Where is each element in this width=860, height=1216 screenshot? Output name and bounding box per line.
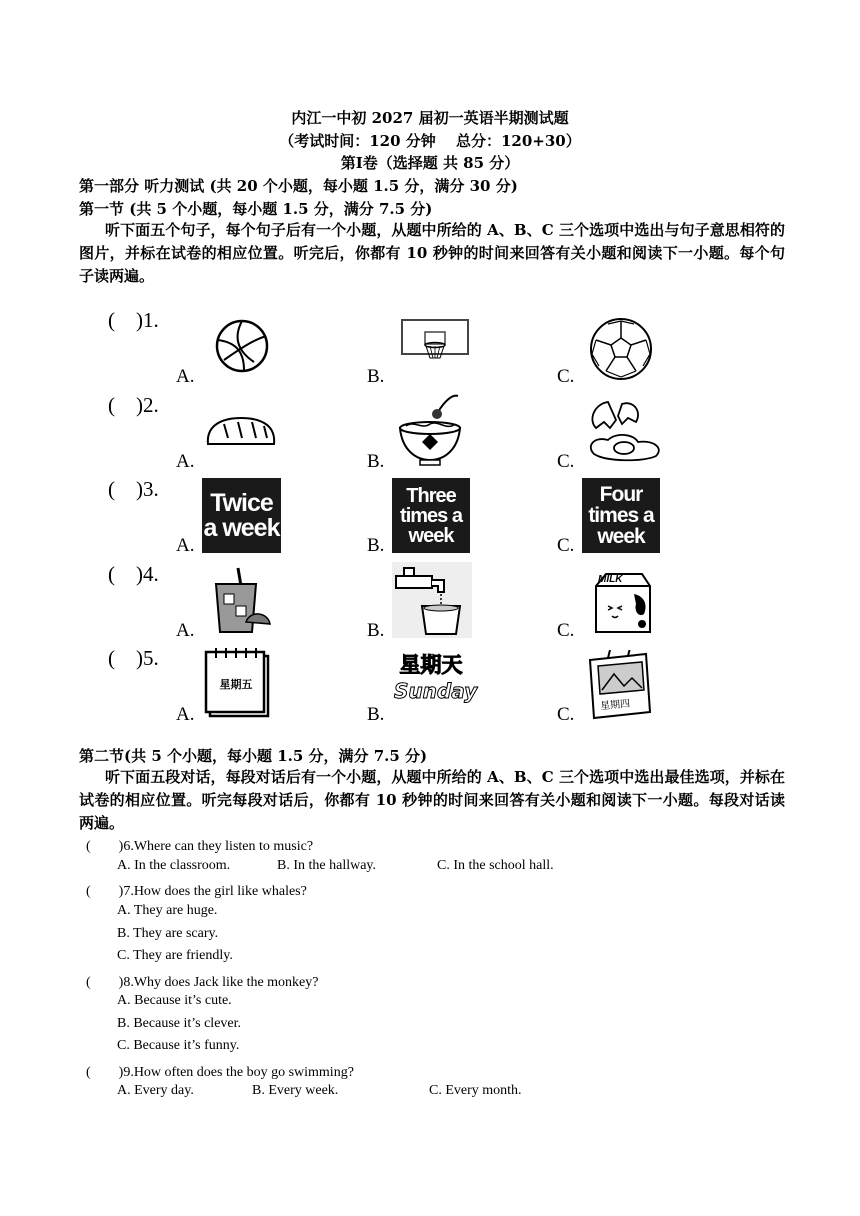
q4-option-a[interactable]: A. xyxy=(176,620,195,641)
calendar-friday-icon xyxy=(204,646,274,720)
question-1-number: ( )1. xyxy=(108,308,159,332)
q4-option-b[interactable]: B. xyxy=(367,620,385,641)
q2-option-b[interactable]: B. xyxy=(367,451,385,472)
part1-heading: 第一部分 听力测试 (共 20 个小题，每小题 1.5 分，满分 30 分) xyxy=(79,177,518,195)
question-5-number: ( )5. xyxy=(108,646,159,670)
soccer-ball-icon xyxy=(588,316,654,382)
q6-option-c[interactable]: C. In the school hall. xyxy=(437,858,554,873)
three-times-a-week-image: Three times a week xyxy=(392,478,470,553)
exam-title: 内江一中初 2027 届初一英语半期测试题 xyxy=(291,109,569,127)
q9-option-a[interactable]: A. Every day. xyxy=(117,1083,194,1098)
q3-option-a[interactable]: A. xyxy=(176,535,195,556)
thursday-label: 星期四 xyxy=(599,698,631,713)
q5-option-b[interactable]: B. xyxy=(367,704,385,725)
basketball-hoop-icon xyxy=(400,318,470,362)
volleyball-icon xyxy=(214,318,270,374)
bread-icon xyxy=(204,414,278,448)
q6-option-a[interactable]: A. In the classroom. xyxy=(117,858,231,873)
q1-option-a[interactable]: A. xyxy=(176,366,195,387)
q2-option-c[interactable]: C. xyxy=(557,451,575,472)
volume-heading: 第Ⅰ卷（选择题 共 85 分） xyxy=(340,154,520,172)
q4-option-c[interactable]: C. xyxy=(557,620,575,641)
q9-option-c[interactable]: C. Every month. xyxy=(429,1083,522,1098)
question-7-stem: ( )7.How does the girl like whales? xyxy=(86,884,307,899)
q1-option-c[interactable]: C. xyxy=(557,366,575,387)
q7-option-b[interactable]: B. They are scary. xyxy=(117,926,219,941)
q8-option-b[interactable]: B. Because it’s clever. xyxy=(117,1016,242,1031)
q3-option-c[interactable]: C. xyxy=(557,535,575,556)
question-4-number: ( )4. xyxy=(108,562,159,586)
section2-instructions: 听下面五段对话，每段对话后有一个小题，从题中所给的 A、B、C 三个选项中选出最佳选项，并标在试卷的相应位置。听完每段对话后，你都有 10 秒钟的时间来回答有关小题和阅读下一小题。每段对话读两遍。 xyxy=(79,768,785,832)
calendar-thursday-icon xyxy=(584,650,656,722)
question-9-stem: ( )9.How often does the boy go swimming? xyxy=(86,1065,354,1080)
section2-heading: 第二节(共 5 个小题，每小题 1.5 分，满分 7.5 分) xyxy=(79,747,428,765)
q8-option-a[interactable]: A. Because it’s cute. xyxy=(117,993,232,1008)
cracked-egg-icon xyxy=(582,398,668,464)
q5-option-c[interactable]: C. xyxy=(557,704,575,725)
question-6-stem: ( )6.Where can they listen to music? xyxy=(86,839,314,854)
section1-heading: 第一节 (共 5 个小题，每小题 1.5 分，满分 7.5 分) xyxy=(79,200,433,218)
tap-water-icon xyxy=(392,562,472,638)
four-times-a-week-image: Four times a week xyxy=(582,478,660,553)
q9-option-b[interactable]: B. Every week. xyxy=(252,1083,339,1098)
noodle-bowl-icon xyxy=(394,392,466,468)
q7-option-a[interactable]: A. They are huge. xyxy=(117,903,218,918)
q3-option-b[interactable]: B. xyxy=(367,535,385,556)
milk-label: MILK xyxy=(598,574,623,585)
sunday-word-icon xyxy=(394,652,478,716)
sunday-en-label: Sunday xyxy=(394,679,478,703)
q1-option-b[interactable]: B. xyxy=(367,366,385,387)
milk-carton-icon xyxy=(592,570,654,636)
twice-a-week-image: Twice a week xyxy=(202,478,281,553)
friday-label: 星期五 xyxy=(219,678,253,691)
question-8-stem: ( )8.Why does Jack like the monkey? xyxy=(86,975,319,990)
q5-option-a[interactable]: A. xyxy=(176,704,195,725)
sunday-cn-label: 星期天 xyxy=(399,653,463,677)
question-3-number: ( )3. xyxy=(108,477,159,501)
q8-option-c[interactable]: C. Because it’s funny. xyxy=(117,1038,240,1053)
question-2-number: ( )2. xyxy=(108,393,159,417)
exam-subtitle: （考试时间：120 分钟 总分：120+30） xyxy=(279,132,581,150)
q6-option-b[interactable]: B. In the hallway. xyxy=(277,858,377,873)
section1-instructions: 听下面五个句子，每个句子后有一个小题，从题中所给的 A、B、C 三个选项中选出与句子意思相符的图片，并标在试卷的相应位置。听完后，你都有 10 秒钟的时间来回答有关小题和阅读下一小题。每个句子读两遍。 xyxy=(79,221,785,285)
q2-option-a[interactable]: A. xyxy=(176,451,195,472)
juice-icon xyxy=(208,566,272,638)
q7-option-c[interactable]: C. They are friendly. xyxy=(117,948,233,963)
